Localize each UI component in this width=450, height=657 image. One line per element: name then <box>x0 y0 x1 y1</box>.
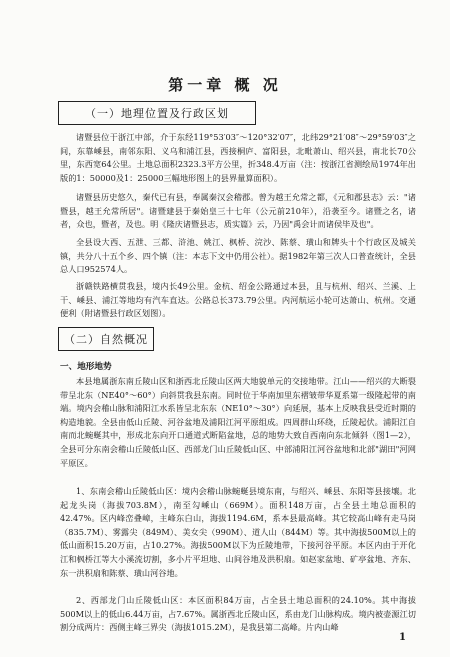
chapter-title: 第一章 概 况 <box>168 76 282 94</box>
section-heading-label: （一）地理位置及行政区划 <box>85 107 229 120</box>
paragraph-west-region: 2、西部龙门山丘陵低山区：本区面积84万亩，占全县土地总面积的24.10%。其中海拔500M以上的低山6.44万亩，占7.67%。属浙西北丘陵山区，系由龙门山脉构成。境内被壶源江切割分成两片：西侧主峰三界尖（海拔1015.2M），是我县第二高峰。片内山峰 <box>60 595 416 633</box>
section-heading-nature <box>58 327 154 351</box>
section-heading-label: （二）自然概况 <box>64 333 148 346</box>
paragraph-southeast-region: 1、东南会稽山丘陵低山区：境内会稽山脉蜿蜒县境东南，与绍兴、嵊县、东阳等县接壤。北起龙头岗（海拔703.8M），南至勾嵊山（669M）。面积148万亩，占全县土地总面积的42.47%。区内峰峦叠嶂，主峰东白山，海拔1194.6M，系本县最高峰。其它较高山峰有走马岗（835.7M）、雾露尖（849M）、美女尖（990M）、道人山（844M）等。其中海拔500M以上的低山面积15.20万亩，占10.27%。海拔500M以下为丘陵地带，下接河谷平原。本区内由于开化江和枫桥江等大小溪流切割，多小片平坦地、山间谷地及洪积扇。如赵家盆地、矿亭盆地、齐东、东一洪积扇和陈蔡、璜山河谷地。 <box>60 486 416 578</box>
paragraph-history: 诸暨县历史悠久，秦代已有县，奉属秦汉会稽郡。曾为越王允常之都，《元和郡县志》云："诸暨县，越王允常所居"。诸暨建县于秦始皇三十七年（公元前210年），沿袭至今。诸暨之名，诸者，众也，暨者，及也。明《隆庆诸暨县志，质实篇》云，乃因"禹会计而诸侯毕及也"。 <box>60 192 416 230</box>
page-mark: 1 <box>399 632 406 643</box>
paragraph-transport: 浙赣铁路横贯我县，境内长49公里。金杭、绍金公路通过本县，且与杭州、绍兴、兰溪、上干、嵊县、浦江等地均有汽车直达。公路总长373.79公里。内河航运小轮可达萧山、杭州。交通便利（附诸暨县行政区划图）。 <box>60 281 416 319</box>
paragraph-location: 诸暨县位于浙江中部，介于东经119°53′03″～120°32′07″，北纬29°21′08″～29°59′03″之间，东靠嵊县，南邻东阳、义乌和浦江县，西接桐庐、富阳县，北毗萧山、绍兴县，南北长70公里，东西宽64公里。土地总面积2323.3平方公里，折348.4万亩（注：按浙江省测绘局1974年出版的1：50000及1：25000三幅地形图上的县界量算面积）。 <box>60 132 416 183</box>
section-heading-geography <box>58 101 256 125</box>
paragraph-administration: 全县设大西、五泄、三都、浒池、姚江、枫桥、浣沙、陈蔡、璜山和牌头十个行政区及城关镇，共分八十五个乡、四个镇（注：本志下文中仍用公社）。据1982年第三次人口普查统计，全县总人口952574人。 <box>60 237 416 275</box>
paragraph-terrain-overview: 本县地属浙东南丘陵山区和浙西北丘陵山区两大地貌单元的交接地带。江山——绍兴的大断裂带呈北东（NE40°～60°）向斜贯我县东南。同时位于华南加里东褶皱带华夏系第一级隆起带的南端。境内会稽山脉和浦阳江水系皆呈北东东（NE10°～30°）向延展，基本上反映我县受近时期的构造地貌。全县由低山丘陵、河谷盆地及浦阳江河平原组成。四周群山环绕，丘陵起伏。浦阳江自南而北蜿蜒其中，形成北东向开口通道式断陷盆地，总的地势大致自西南向东北倾斜（图1—2），全县可分东南会稽山丘陵低山区、西部龙门山丘陵低山区、中部浦阳江河谷盆地和北部"湖田"河网平原区。 <box>60 376 416 468</box>
subheading-terrain: 一、地形地势 <box>60 362 112 372</box>
